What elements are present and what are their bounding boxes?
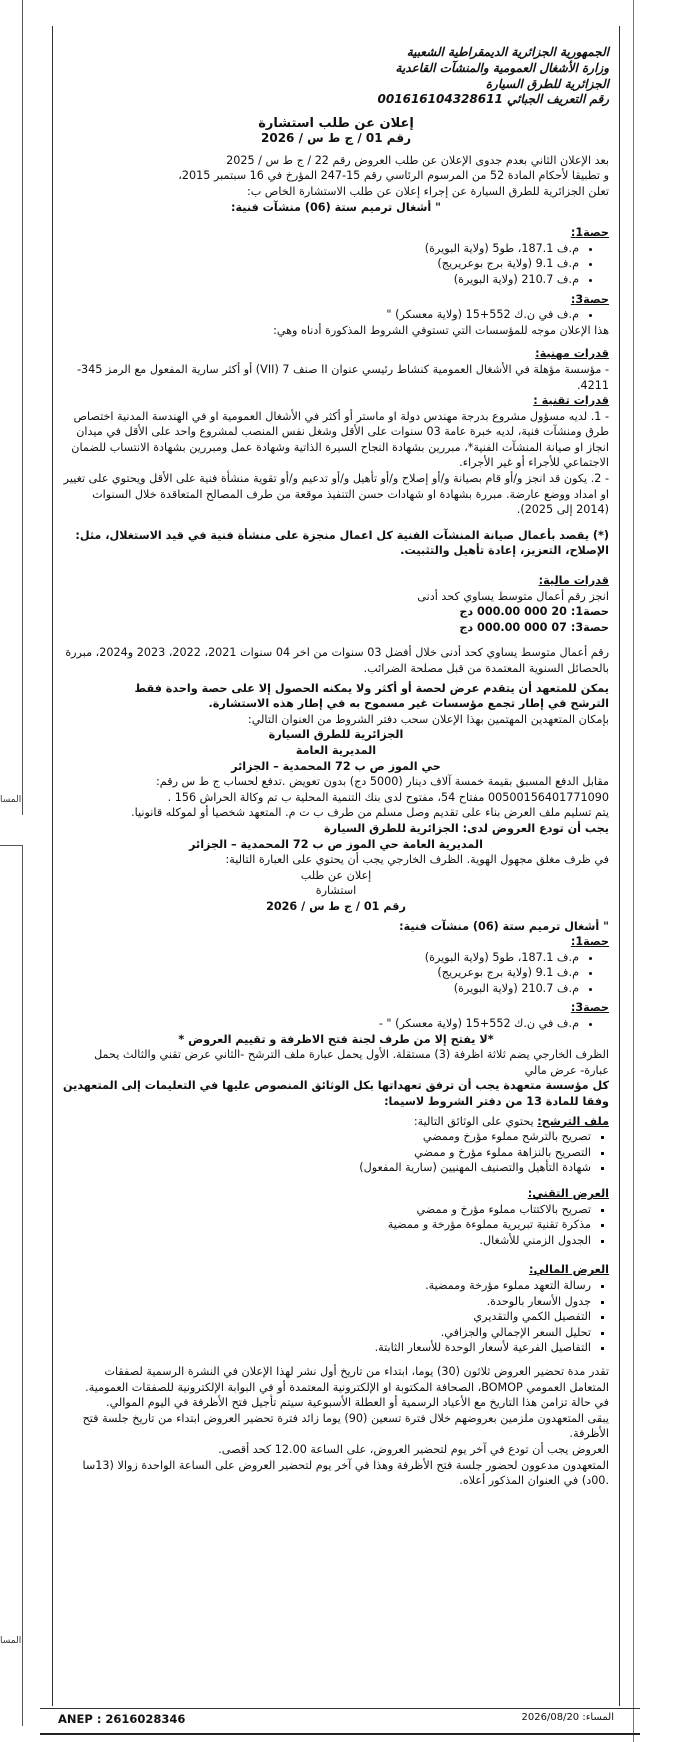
adjacent-column-fragment: المسا (0, 795, 22, 805)
notice-title: إعلان عن طلب استشارة (258, 115, 414, 131)
works-title: " أشغال ترميم ستة (06) منشآت فنية: (231, 200, 441, 214)
financial-offer-title: العرض المالي: (529, 1263, 609, 1277)
technical-point-2: - 2. يكون قد انجز و/أو قام بصيانة و/أو إصلاح و/أو تأهيل و/أو تدعيم و/أو تقوية منشأة فنية على الأقل ويحتوي على تغيير او امداد ووضع عارضة. مبررة بشهادة او شهادات حسن التنفيذ موقعة من طرف المصالح المتعاقدة خلال السنوات (2014 إلى 2025). (63, 472, 609, 517)
candidacy-list (63, 1129, 609, 1176)
do-not-open-note: *لا يفتح إلا من طرف لجنة فتح الاظرفة و تقييم العروض * (178, 1032, 494, 1046)
envelope-lot3-label: حصة3: (570, 1001, 609, 1015)
envelope-instruction: في ظرف مغلق مجهول الهوية. الظرف الخارجي يجب أن يحتوي على العبارة التالية: (225, 853, 609, 867)
column-divider (633, 0, 634, 1742)
validity-period: يبقى المتعهدون ملزمين بعروضهم خلال فترة تسعين (90) يوما زائد فترة تحضير العروض ابتداء من تاريخ جلسة فتح الأظرفة. (82, 1411, 609, 1441)
lot1-label: حصة1: (570, 226, 609, 240)
delivery-text: يتم تسليم ملف العرض بناء على تقديم وصل مسلم من طرف ب ت م. المتعهد شخصيا أو لموكله قانونيا. (131, 806, 609, 820)
list-item: ▪ جدول الأسعار بالوحدة. (63, 1294, 591, 1310)
anep-number: ANEP : 2616028346 (58, 1712, 186, 1726)
list-item: ▪ تصريح بالاكتتاب مملوء مؤرخ و ممضي (63, 1202, 591, 1218)
opening-session: المتعهدون مدعوون لحضور جلسة فتح الأظرفة وهذا في آخر يوم لتحضير العروض على الساعة الواحدة زوالا (13سا .00د) في العنوان المذكور أعلاه. (82, 1458, 609, 1488)
turnover-requirement: رقم أعمال متوسط يساوي كحد أدنى خلال أفضل 03 سنوات من اخر 04 سنوات 2021، 2022، 2023 و2024، مبررة بالحصائل السنوية المعتمدة من قبل مصلحة الضرائب. (65, 646, 609, 675)
financial-title: قدرات مالية: (538, 574, 609, 588)
envelope-works-title: " أشغال ترميم ستة (06) منشآت فنية: (399, 919, 609, 933)
envelope-lot3-list (63, 1016, 609, 1032)
withdrawal-org: الجزائرية للطرق السيارة (268, 728, 404, 742)
financial-offer-list (63, 1278, 609, 1356)
documents-text: كل مؤسسة متعهدة يجب أن ترفق تعهداتها بكل الوثائق المنصوص عليها في التعليمات إلى المتعهدين وفقا للمادة 13 من دفتر الشروط لاسيما: (63, 1079, 609, 1109)
list-item: • م.ف 9.1 (ولاية برج بوعريريج) (63, 965, 579, 981)
payment-text: مقابل الدفع المسبق بقيمة خمسة آلاف دينار (5000 دج) بدون تعويض .تدفع لحساب ج ط س رقم: 00500156401771090 مفتاح 54، مفتوح لدى بنك التنمية المحلية ب تم وكالة الحراش 156 . (156, 775, 609, 804)
financial-lot1: حصة1: 20 000 000.00 دج (459, 605, 609, 619)
withdrawal-address: حي الموز ص ب 72 المحمدية – الجزائر (231, 759, 441, 773)
lot1-list (63, 241, 609, 288)
financial-intro: انجز رقم أعمال متوسط يساوي كحد أدنى (417, 589, 609, 603)
list-item: • م.ف 187.1، طو5 (ولاية البويرة) (63, 950, 579, 966)
notice-body (63, 44, 609, 1489)
envelope-lot1-list (63, 950, 609, 997)
preparation-period: تقدر مدة تحضير العروض ثلاثون (30) يوما، ابتداء من تاريخ أول نشر لهذا الإعلان في النشرة الرسمية لصفقات المتعامل العمومي BOMOP، الصحافة المكتوبة او الإلكترونية المعتمدة أو في البوابة الإلكترونية للصفقات العمومية. (85, 1364, 609, 1394)
list-item: ▪ التفصيل الكمي والتقديري (63, 1309, 591, 1325)
notice-reference: رقم 01 / ج ط س / 2026 (261, 131, 411, 146)
holiday-note: في حالة تزامن هذا التاريخ مع الأعياد الرسمية أو العطلة الأسبوعية سيتم تأجيل فتح الأظرفة في اليوم الموالي. (106, 1396, 609, 1410)
list-item: ▪ التفاصيل الفرعية لأسعار الوحدة للأسعار الثابتة. (63, 1340, 591, 1356)
list-item: • م.ف في ن.ك 552+15 (ولاية معسكر) " (63, 307, 579, 323)
agency-header: الجزائرية للطرق السيارة (485, 77, 609, 91)
list-item: ▪ تحليل السعر الإجمالي والجزافي. (63, 1325, 591, 1341)
one-lot-rule: يمكن للمتعهد أن يتقدم عرض لحصة أو أكثر ولا يمكنه الحصول إلا على حصة واحدة فقط (134, 681, 609, 695)
intro-line: و تطبيقا لأحكام المادة 52 من المرسوم الرئاسي رقم 15-247 المؤرخ في 16 سبتمبر 2015، (178, 169, 609, 183)
list-item: • م.ف 9.1 (ولاية برج بوعريريج) (63, 256, 579, 272)
audience-text: هذا الإعلان موجه للمؤسسات التي تستوفي الشروط المذكورة أدناه وهي: (273, 323, 609, 337)
candidacy-intro: يحتوي على الوثائق التالية: (413, 1114, 534, 1128)
ministry-header: وزارة الأشغال العمومية والمنشآت القاعدية (395, 61, 609, 75)
page-footer (40, 1708, 640, 1731)
envelopes-text: الظرف الخارجي يضم ثلاثة اظرفة (3) مستقلة. الأول يحمل عبارة ملف الترشح -الثاني عرض تقني والثالث يحمل عبارة- عرض مالي (94, 1048, 609, 1077)
technical-title: قدرات تقنية : (533, 394, 609, 408)
adjacent-column-bottom (0, 845, 23, 1726)
list-item: ▪ شهادة التأهيل والتصنيف المهنيين (سارية المفعول) (63, 1160, 591, 1176)
envelope-lot1-label: حصة1: (570, 935, 609, 949)
submit-address: المديرية العامة حي الموز ص ب 72 المحمدية – الجزائر (189, 837, 483, 851)
list-item: • م.ف 187.1، طو5 (ولاية البويرة) (63, 241, 579, 257)
lot3-label: حصة3: (570, 292, 609, 306)
technical-point-1: - 1. لديه مسؤول مشروع بدرجة مهندس دولة او ماستر أو أكثر في الأشغال العمومية او في الهندسة المدنية اختصاص طرق ومنشآت فنية، لديه خبرة عامة 03 سنوات على الأقل وشغل نفس المنصب لمشروع واحد على الأقل في ميدان انجاز او صيانة المنشآت الفنية*، مبررين بشهادة النجاح السيرة الذاتية وشهادة عمل ومبررين بشهادة الانتساب للضمان الاجتماعي للأجراء أو غير الأجراء. (71, 409, 609, 470)
financial-lot3: حصة3: 07 000 000.00 دج (459, 620, 609, 634)
list-item: ▪ التصريح بالنزاهة مملوء مؤرخ و ممضي (63, 1145, 591, 1161)
submit-to: يجب أن تودع العروض لدى: الجزائرية للطرق السيارة (324, 821, 609, 835)
deadline-note: العروض يجب أن تودع في آخر يوم لتحضير العروض، على الساعة 12.00 كحد أقصى. (218, 1442, 609, 1456)
public-notice (52, 26, 620, 1706)
no-group-rule: الترشح في إطار تجمع مؤسسات غير مسموح به في إطار هذه الاستشارة. (208, 697, 609, 711)
intro-line: بعد الإعلان الثاني بعدم جدوى الإعلان عن طلب العروض رقم 22 / ج ط س / 2025 (226, 153, 609, 167)
list-item: • م.ف 210.7 (ولاية البويرة) (63, 272, 579, 288)
list-item: ▪ تصريح بالترشح مملوء مؤرخ وممضي (63, 1129, 591, 1145)
adjacent-column-fragment: المسا (0, 1636, 22, 1646)
maintenance-note: (*) يقصد بأعمال صيانة المنشآت الفنية كل اعمال منجزة على منشأة فنية في قيد الاستغلال، مثل: الإصلاح، التعزيز، إعادة تأهيل والتثبيت. (75, 528, 609, 558)
list-item: ▪ مذكرة تقنية تبريرية مملوءة مؤرخة و ممضية (63, 1217, 591, 1233)
bottom-rule (40, 1733, 640, 1735)
professional-title: قدرات مهنية: (535, 347, 609, 361)
withdrawal-intro: بإمكان المتعهدين المهتمين بهذا الإعلان سحب دفتر الشروط من العنوان التالي: (247, 712, 609, 726)
envelope-title: إعلان عن طلب (300, 868, 372, 882)
envelope-reference: رقم 01 / ج ط س / 2026 (266, 899, 406, 913)
adjacent-column-top (0, 0, 23, 815)
list-item: • م.ف في ن.ك 552+15 (ولاية معسكر) " - (63, 1016, 579, 1032)
republic-header: الجمهورية الجزائرية الديمقراطية الشعبية (406, 45, 609, 59)
intro-line: تعلن الجزائرية للطرق السيارة عن إجراء إعلان عن طلب الاستشارة الخاص ب: (246, 184, 609, 198)
technical-offer-title: العرض التقني: (527, 1187, 609, 1200)
envelope-subtitle: استشارة (315, 884, 357, 898)
withdrawal-dept: المديرية العامة (295, 743, 377, 757)
list-item: ▪ الجدول الزمني للأشغال. (63, 1233, 591, 1249)
professional-text: - مؤسسة مؤهلة في الأشغال العمومية كنشاط رئيسي عنوان II صنف 7 (VII) أو أكثر سارية المفعول مع الرمز 345-4211. (76, 362, 609, 392)
publication-date: المساء: 2026/08/20 (521, 1712, 614, 1723)
technical-offer-list (63, 1202, 609, 1249)
list-item: • م.ف 210.7 (ولاية البويرة) (63, 981, 579, 997)
lot3-list (63, 307, 609, 323)
tax-id: رقم التعريف الجبائي 001616104328611 (377, 92, 609, 106)
list-item: ▪ رسالة التعهد مملوء مؤرخة وممضية. (63, 1278, 591, 1294)
candidacy-title: ملف الترشح: (537, 1114, 609, 1128)
